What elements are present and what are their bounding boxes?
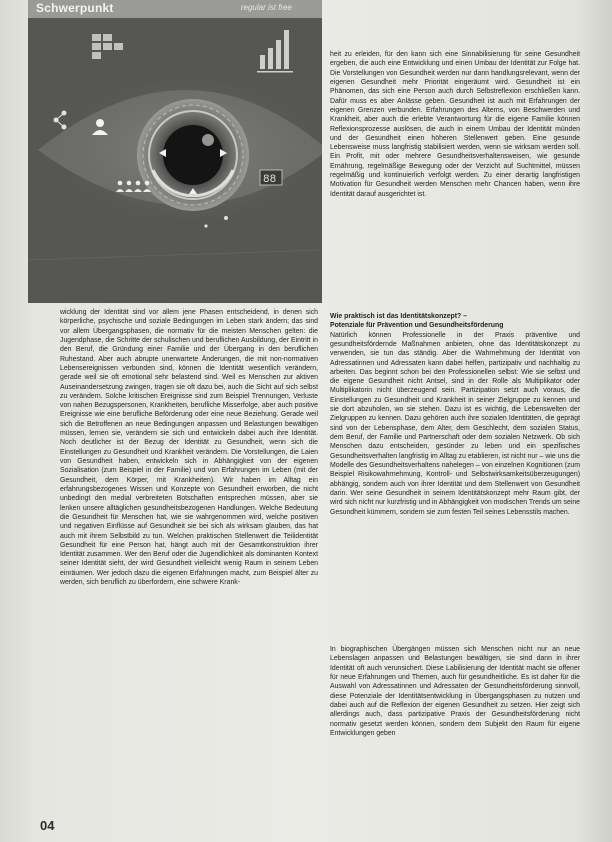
paragraph: heit zu erleiden, für den kann sich eine Sinnabilisierung für seine Gesundheit ergeben, die auch eine Entwicklung und einen Umbau der Identität zur Folge hat. Die Vorstellungen von Gesundheit werden nur dann handlungsrelevant, wenn der eigenen Gesundheit mehr Priorität eingeräumt wird. Gesundheit ist ein Phänomen, das sich eine Person auch durch Selbstreflexion erschließen kann. Dafür muss es aber Anlässe geben. Gesundheit ist auch mit Erfahrungen der eigenen Grenzen verbunden. Erfahrungen des Alterns, von Beschwerden und Krankheit, aber auch die erlebte Verantwortung für die eigene Familie können Reflexionsprozesse auslösen, die auch in einem Umbau der Identität münden und der Gesundheit einen höheren Stellenwert geben. Eine gesunde Lebensweise muss langfristig stabilisiert werden, wenn sie wirksam werden soll. Ein Profit, mit oder mehrere Gesundheitsverhaltensweisen, wie gesunde Ernährung, regelmäßige Bewegung oder der Verzicht auf Suchtmittel, müssen regelmäßig und kontinuierlich verfolgt werden. Zu einer derartig langfristigen Motivation für Gesundheit werden Menschen mehr Chancen haben, wenn ihre Identität darauf ausgerichtet ist. [330, 51, 580, 198]
paragraph: wicklung der Identität sind vor allem jene Phasen entscheidend, in denen sich körperliche, psychische und soziale Bedingungen im Leben stark ändern; das sind vor allem Übergangsphasen, die normativ für die meisten Menschen gelten: die Jugendphase, die Schritte der schulischen und beruflichen Ausbildung, der Eintritt in den Beruf, die Gründung einer Familie und der Übergang in den beruflichen Ruhestand. Aber auch abrupte unerwartete Änderungen, die mit non-normativen Lebensereignissen verbunden sind, können die Identität wesentlich verändern, gerade weil sie oft emotional sehr belastend sind. Weil es Menschen zur aktiven Auseinandersetzung zwingen, tragen sie oft dazu bei, auch die Sicht auf sich selbst zu verändern. Solche kritischen Ereignisse sind zum Beispiel Trennungen, Verluste von nahen Bezugspersonen, Krankheiten, berufliche Misserfolge, aber auch positive Ereignisse wie eine berufliche Beförderung oder eine neue Beziehung. Gerade weil sich die Betroffenen an neue Bedingungen anpassen und Belastungen bewältigen müssen, lernen sie, verändern sie sich und entwickeln dabei auch ihre Identität. Noch deutlicher ist der Bezug der Identität zu Gesundheit, wenn sich die Einstellungen zu Gesundheit und Krankheit verändern. Die Vorstellungen, die Laien von Gesundheit haben, entwickeln sich in Abhängigkeit von der eigenen Sozialisation (zum Beispiel in der Familie) und von Erfahrungen im Leben (mit der Gesundheit, dem Körper, mit Krankheiten). Wir haben im Alltag ein erfahrungsbezogenes Wissen und Konzepte von Gesundheit erworben, die nicht unbedingt den medial verbreiteten Botschaften entsprechen müssen, aber sie lenken unsere alltäglichen gesundheitsbezogenen Handlungen. Welche Bedeutung die Gesundheit für Menschen hat, wie sie wahrgenommen wird, welche positiven und negativen Einflüsse auf Gesundheit sie bei sich als wirksam glauben, das hat auch mit ihrem Selbstbild zu tun. Welchen praktischen Stellenwert die Teilidentität Gesundheit für eine Person hat, hängt auch mit der Gesamtkonstruktion ihrer Identität zusammen. Wer den Beruf oder die Jugendlichkeit als dominanten Kontext seiner Identität sieht, der wird Gesundheit vielleicht wenig Raum in seinem Leben einräumen. Wer jedoch dazu die eigenen Erfahrungen macht, zum Beispiel älter zu werden, sich beruflich zu überfordern, eine schwere Krank- [60, 309, 318, 587]
display-readout: 88 [263, 174, 277, 186]
page-number: 04 [40, 818, 55, 833]
eye-illustration [28, 0, 322, 303]
article-column-right-bottom [330, 645, 580, 738]
paragraph: Natürlich können Professionelle in der Praxis präventive und gesundheitsfördernde Maßnahmen anbieten, ohne das Identitätskonzept zu verwenden, sie tun das ständig. Aber die Wahrnehmung der Identität von Adressatinnen und Adressaten kann dabei helfen, partizipativ und nachhaltig zu arbeiten. Das beginnt schon bei den Professionellen selbst: Wie sie selbst und die eigene Gesundheit nicht Antsel, sind in der Rolle als Multiplikator oder Multiplikatorin nicht überzeugend sein. Partizipation setzt auch voraus, die Einstellungen zu Gesundheit und Krankheit in seiner Zielgruppe zu kennen und sie dort abzuholen, wo sie stehen. Dazu ist es wichtig, die Lebenswelten der Zielgruppen zu kennen. Dazu gehören auch ihre sozialen Identitäten, die geprägt sind von der Lebensphase, dem Alter, dem Geschlecht, dem sozialen Status, dem Beruf, der Familie und Partnerschaft oder dem sozialen Netzwerk. Ob sich Menschen dazu entscheiden, gesünder zu leben und ein spezifisches Gesundheitsverhalten langfristig im Alltag zu etablieren, ist nicht nur – wie uns die Modelle des Gesundheitsverhaltens nahelegen – von einzelnen Kognitionen (zum Beispiel Risikowahrnehmung, Kontroll- und Selbstwirksamkeitsüberzeugungen) abhängig, sondern auch von ihrer Identität und dem Stellenwert von Gesundheit darin. Wer seine Gesundheit in seinem Identitätskonzept mehr Raum gibt, der wird sich nicht nur kurzfristig und in Abhängigkeit von modischen Trends um seine Gesundheit kümmern, sondern sie zum festen Teil seines Lebensstils machen. [330, 331, 580, 516]
pupil-shape [163, 125, 223, 185]
rubric-bar [28, 0, 322, 18]
article-column-left [60, 308, 318, 587]
paragraph: In biographischen Übergängen müssen sich Menschen nicht nur an neue Lebenslagen anpassen und Belastungen bewältigen, sie sind dann in ihrer Identität oft auch verunsichert. Diese Labilisierung der Identität macht sie offener für neue Erfahrungen und Themen, auch für gesundheitliche. Es ist daher für die Auswahl von Adressatinnen und Adressaten der Gesundheitsförderung sinnvoll, diese Potenziale der Identitätsentwicklung in Übergangsphasen zu nutzen und dabei auch auf die Reflexion der eigenen Gesundheit zu setzen. Hier zeigt sich allerdings auch, dass partizipative Praxis der Gesundheitsförderung nicht normativ gesetzt werden können, sondern dem Subjekt den Raum für eigene Entwicklungen geben [330, 646, 580, 737]
section-heading-line2: Potenziale für Prävention und Gesundheitsförderung [330, 322, 504, 330]
section-heading [330, 312, 580, 331]
rubric-title: Schwerpunkt [36, 1, 114, 15]
section-heading-line1: Wie praktisch ist das Identitätskonzept? – [330, 313, 468, 320]
header-photo [28, 0, 322, 303]
article-section [330, 312, 580, 517]
rubric-tag: regular ist free [240, 3, 292, 12]
article-column-right-top [330, 50, 580, 199]
